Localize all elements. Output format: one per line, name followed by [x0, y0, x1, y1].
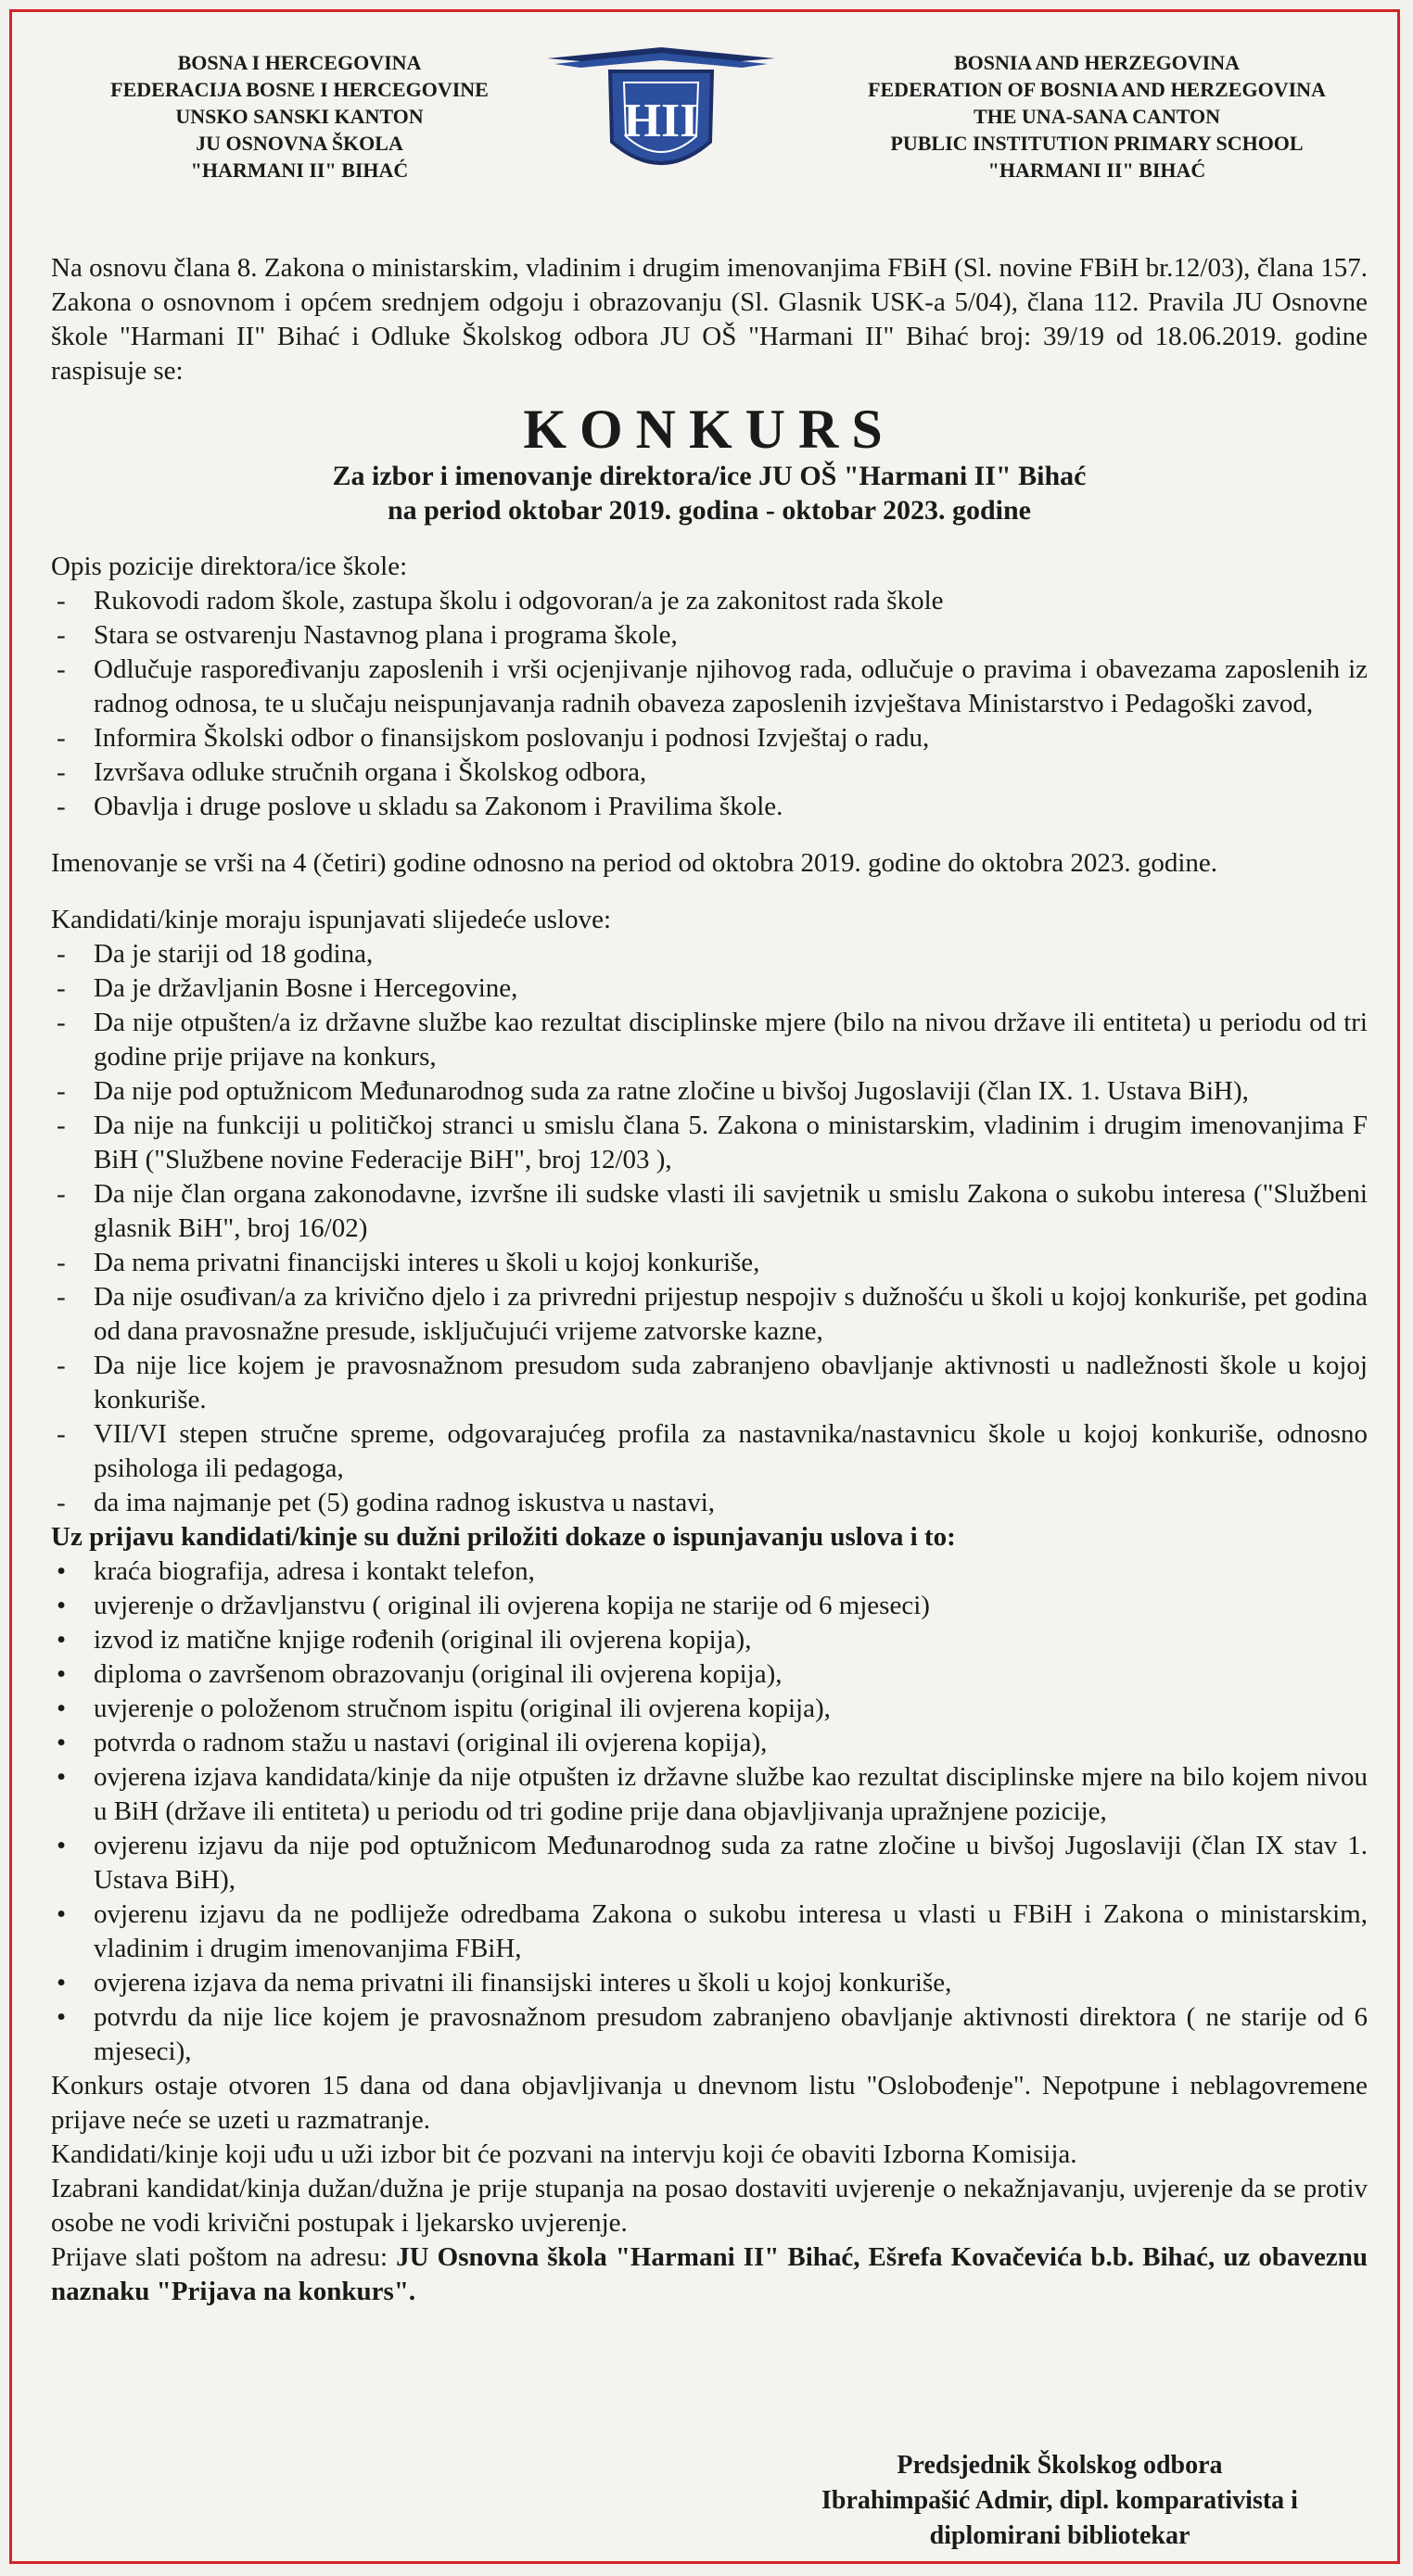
header-right-line: FEDERATION OF BOSNIA AND HERZEGOVINA	[868, 78, 1326, 101]
intro-paragraph: Na osnovu člana 8. Zakona o ministarskim, vladinim i drugim imenovanjima FBiH (Sl. novine FBiH br.12/03), člana 157. Zakona o osnovnom i općem srednjem odgoju i obrazovanju (Sl. Glasnik USK-a 5/04), člana 112. Pravila JU Osnovne škole "Harmani II" Bihać i Odluke Školskog odbora JU OŠ "Harmani II" Bihać broj: 39/19 od 18.06.2019. godine raspisuje se:	[51, 253, 1368, 386]
list-item: • ovjerena izjava kandidata/kinje da nije otpušten iz državne službe kao rezultat disciplinske mjere na bilo kojem nivou u BiH (države ili entiteta) u periodu od tri godine prije dana objavljivanja upražnjene pozicije,	[57, 1762, 1368, 1826]
uslovi-list	[51, 937, 1368, 1520]
document-title: KONKURS	[523, 399, 896, 460]
list-item: - Rukovodi radom škole, zastupa školu i odgovoran/a je za zakonitost rada škole	[57, 586, 944, 615]
signature-block	[735, 2448, 1384, 2554]
header-left-line: BOSNA I HERCEGOVINA	[177, 51, 422, 74]
header-left	[40, 49, 559, 184]
uslovi-heading: Kandidati/kinje moraju ispunjavati slijedeće uslove:	[51, 905, 612, 934]
address-paragraph	[51, 2240, 1368, 2309]
document-page	[9, 9, 1400, 2564]
logo-letters: HII	[623, 95, 699, 147]
header-left-line: "HARMANI II" BIHAĆ	[190, 159, 409, 182]
list-item: - Da nije na funkciji u političkoj stranci u smislu člana 5. Zakona o ministarskim, vladinim i drugim imenovanjima F BiH ("Službene novine Federacije BiH", broj 12/03 ),	[57, 1110, 1368, 1174]
list-item: • potvrda o radnom stažu u nastavi (original ili ovjerena kopija),	[57, 1728, 768, 1758]
list-item: • izvod iz matične knjige rođenih (original ili ovjerena kopija),	[57, 1625, 752, 1655]
list-item: - Da je stariji od 18 godina,	[57, 939, 374, 969]
document-subtitle-period: na period oktobar 2019. godina - oktobar 2023. godine	[388, 495, 1031, 526]
list-item: - VII/VI stepen stručne spreme, odgovarajućeg profila za nastavnika/nastavnicu škole u kojoj konkuriše, odnosno psihologa ili pedagoga,	[57, 1419, 1368, 1483]
header-right-line: "HARMANI II" BIHAĆ	[987, 159, 1206, 182]
dokazi-heading: Uz prijavu kandidati/kinje su dužni priložiti dokaze o ispunjavanju uslova i to:	[51, 1522, 956, 1552]
dokazi-list	[51, 1554, 1368, 2069]
list-item: - da ima najmanje pet (5) godina radnog iskustva u nastavi,	[57, 1488, 716, 1517]
list-item: • kraća biografija, adresa i kontakt telefon,	[57, 1556, 535, 1586]
document-body	[51, 251, 1368, 2309]
header-right-line: THE UNA-SANA CANTON	[973, 105, 1221, 128]
list-item: - Da nije osuđivan/a za krivično djelo i za privredni prijestup nespojiv s dužnošću u školi u kojoj konkuriše, pet godina od dana pravosnažne presude, isključujući vrijeme zatvorske kazne,	[57, 1282, 1368, 1346]
list-item: • uvjerenje o državljanstvu ( original ili ovjerena kopija ne starije od 6 mjeseci)	[57, 1591, 930, 1620]
header-right-line: PUBLIC INSTITUTION PRIMARY SCHOOL	[890, 132, 1304, 155]
header-left-line: UNSKO SANSKI KANTON	[175, 105, 424, 128]
imenovanje-paragraph: Imenovanje se vrši na 4 (četiri) godine odnosno na period od oktobra 2019. godine do oktobra 2023. godine.	[51, 848, 1218, 878]
header-right	[837, 49, 1356, 184]
header-left-line: FEDERACIJA BOSNE I HERCEGOVINE	[110, 78, 489, 101]
signature-line: Ibrahimpašić Admir, dipl. komparativista i	[821, 2486, 1298, 2515]
opis-list	[51, 584, 1368, 824]
list-item: - Stara se ostvarenju Nastavnog plana i programa škole,	[57, 620, 678, 650]
list-item: • potvrdu da nije lice kojem je pravosnažnom presudom zabranjeno obavljanje aktivnosti direktora ( ne starije od 6 mjeseci),	[57, 2002, 1368, 2066]
list-item: - Odlučuje raspoređivanju zaposlenih i vrši ocjenjivanje njihovog rada, odlučuje o pravima i obavezama zaposlenih iz radnog odnosa, te u slučaju neispunjavanja radnih obaveza zaposlenih izvještava Ministarstvo i Pedagoški zavod,	[57, 654, 1368, 718]
list-item: • ovjerena izjava da nema privatni ili finansijski interes u školi u kojoj konkuriše,	[57, 1968, 952, 1998]
list-item: - Da nema privatni financijski interes u školi u kojoj konkuriše,	[57, 1248, 760, 1277]
list-item: - Da nije pod optužnicom Međunarodnog suda za ratne zločine u bivšoj Jugoslaviji (član IX. 1. Ustava BiH),	[57, 1076, 1249, 1106]
list-item: - Obavlja i druge poslove u skladu sa Zakonom i Pravilima škole.	[57, 792, 783, 821]
list-item: • ovjerenu izjavu da ne podliježe odredbama Zakona o sukobu interesa u vlasti u FBiH i Zakona o ministarskim, vladinim i drugim imenovanjima FBiH,	[57, 1899, 1368, 1963]
list-item: • diploma o završenom obrazovanju (original ili ovjerena kopija),	[57, 1659, 783, 1689]
list-item: - Izvršava odluke stručnih organa i Školskog odbora,	[57, 757, 647, 787]
school-emblem-icon	[545, 40, 777, 188]
list-item: - Da nije otpušten/a iz državne službe kao rezultat disciplinske mjere (bilo na nivou države ili entiteta) u periodu od tri godine prije prijave na konkurs,	[57, 1008, 1368, 1072]
signature-line: diplomirani bibliotekar	[929, 2521, 1190, 2550]
list-item: • ovjerenu izjavu da nije pod optužnicom Međunarodnog suda za ratne zločine u bivšoj Jugoslaviji (član IX stav 1. Ustava BiH),	[57, 1831, 1368, 1895]
address-intro: Prijave slati poštom na adresu:	[51, 2242, 397, 2272]
list-item: - Da nije lice kojem je pravosnažnom presudom suda zabranjeno obavljanje aktivnosti u nadležnosti škole u kojoj konkuriše.	[57, 1351, 1368, 1415]
list-item: • uvjerenje o položenom stručnom ispitu (original ili ovjerena kopija),	[57, 1694, 831, 1723]
list-item: - Da je državljanin Bosne i Hercegovine,	[57, 973, 518, 1003]
signature-line: Predsjednik Školskog odbora	[897, 2451, 1223, 2480]
document-subtitle: Za izbor i imenovanje direktora/ice JU OŠ "Harmani II" Bihać	[332, 461, 1087, 491]
header-right-line: BOSNIA AND HERZEGOVINA	[953, 51, 1241, 74]
closing-paragraph: Konkurs ostaje otvoren 15 dana od dana objavljivanja u dnevnom listu "Oslobođenje". Nepotpune i neblagovremene prijave neće se uzeti u razmatranje.	[51, 2071, 1368, 2135]
list-item: - Da nije član organa zakonodavne, izvršne ili sudske vlasti ili savjetnik u smislu Zakona o sukobu interesa ("Službeni glasnik BiH", broj 16/02)	[57, 1179, 1368, 1243]
closing-paragraph: Izabrani kandidat/kinja dužan/dužna je prije stupanja na posao dostaviti uvjerenje o nekažnjavanju, uvjerenje da se protiv osobe ne vodi krivični postupak i ljekarsko uvjerenje.	[51, 2174, 1368, 2238]
closing-paragraph: Kandidati/kinje koji uđu u uži izbor bit će pozvani na intervju koji će obaviti Izborna Komisija.	[51, 2139, 1077, 2169]
opis-heading: Opis pozicije direktora/ice škole:	[51, 552, 408, 581]
header-left-line: JU OSNOVNA ŠKOLA	[196, 132, 403, 155]
address-bold: JU Osnovna škola "Harmani II" Bihać, Ešrefa Kovačevića b.b. Bihać, uz obaveznu naznaku "Prijava na konkurs".	[51, 2242, 1368, 2306]
list-item: - Informira Školski odbor o finansijskom poslovanju i podnosi Izvještaj o radu,	[57, 723, 930, 753]
